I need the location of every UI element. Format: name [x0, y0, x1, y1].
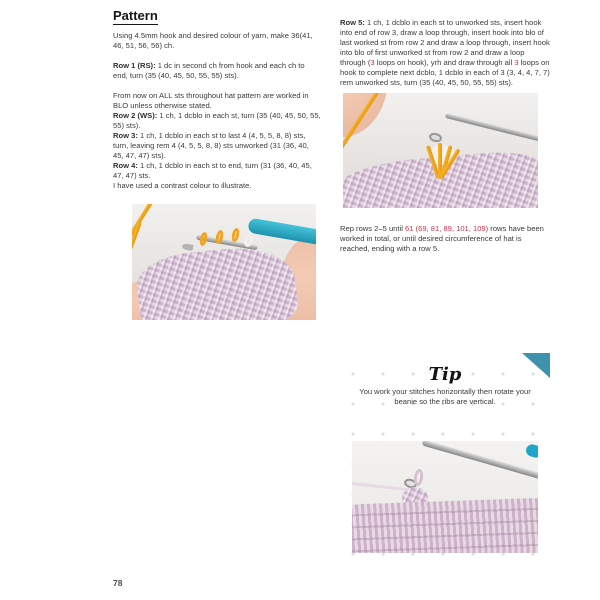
row-3-label: Row 3:: [113, 131, 138, 140]
row-4-text: 1 ch, 1 dcblo in each st to end, turn (31 (36, 40, 45, 47, 47) sts.: [113, 161, 312, 180]
row-3-text: 1 ch, 1 dcblo in each st to last 4 (4, 5, 5, 8, 8) sts, turn, leaving rem 4 (4, 5, 5, 8, 8) sts unworked (31 (36, 40, 45, 47, 47) sts).: [113, 131, 309, 160]
row-5-instruction: [340, 18, 550, 88]
hook-cap-teal: [525, 443, 538, 459]
corner-triangle-icon: [522, 353, 550, 378]
row-5-red-number: 3: [514, 58, 519, 67]
hook-head: [428, 132, 443, 144]
row-4-instruction: [113, 161, 321, 181]
row-4-label: Row 4:: [113, 161, 138, 170]
pink-stitch-loop: [413, 468, 424, 486]
row-1-instruction: [113, 61, 321, 81]
repeat-text-b: rows have been worked in total, or until desired circumference of hat is reached, ending with a row 5.: [340, 224, 544, 253]
row-5-text-c: loops on hook to complete next dcblo, 1 dcblo in each of 3 (3, 4, 4, 7, 7) rem unworked sts, turn (35 (40, 45, 50, 55, 55) sts).: [340, 58, 550, 87]
repeat-text-a: Rep rows 2–5 until: [340, 224, 406, 233]
tip-photo: [352, 441, 538, 553]
row-5-red-number: 3: [370, 58, 375, 67]
page-title: Pattern: [113, 8, 158, 23]
row-2-instruction: [113, 111, 321, 131]
row-5-text-b: loops on hook), yrh and draw through all: [374, 58, 515, 67]
contrast-note: I have used a contrast colour to illustrate.: [113, 181, 252, 190]
row-1-text: 1 dc in second ch from hook and each ch to end, turn (35 (40, 45, 50, 55, 55) sts).: [113, 61, 305, 80]
yarn-strand-pale: [352, 482, 411, 492]
hook-shaft: [422, 441, 538, 481]
crochet-fabric: [134, 242, 300, 320]
intro-paragraph: Using 4.5mm hook and desired colour of yarn, make 36(41, 46, 51, 56, 56) ch.: [113, 31, 313, 50]
ribbed-fabric: [352, 497, 538, 553]
row-5-text-a: 1 ch, 1 dcblo in each st to unworked sts, insert hook into end of row 3, draw a loop through, insert hook into blo of last worked st from row 2 and draw a loop through, insert hook into blo of first unworked st from row 2 and draw a loop through (: [340, 18, 550, 67]
hook-shaft: [445, 113, 538, 142]
step-photo-rows-3-4: [132, 204, 316, 320]
row-5-label: Row 5:: [340, 18, 365, 27]
tip-card: [332, 350, 558, 578]
yellow-loop: [231, 227, 241, 242]
right-column: [340, 18, 550, 254]
row-3-instruction: [113, 131, 321, 161]
repeat-red-counts: 61 (69, 81, 89, 101, 109): [405, 224, 489, 233]
yellow-loop: [199, 231, 209, 246]
hook-handle: [247, 218, 316, 246]
row-2-text: 1 ch, 1 dcblo in each st, turn (35 (40, 45, 50, 55, 55) sts).: [113, 111, 321, 130]
page-number: 78: [113, 578, 123, 588]
step-photo-row-5: [343, 93, 538, 208]
row-1-label: Row 1 (RS):: [113, 61, 156, 70]
tip-heading: Tip: [428, 364, 462, 385]
repeat-instruction: [340, 224, 550, 254]
row-2-label: Row 2 (WS):: [113, 111, 158, 120]
left-column: [113, 7, 321, 320]
hook-tip: [182, 243, 194, 251]
blo-note: From now on ALL sts throughout hat pattern are worked in BLO unless otherwise stated.: [113, 91, 309, 110]
tip-text: You work your stitches horizontally then rotate your beanie so the ribs are vertical.: [359, 387, 531, 406]
